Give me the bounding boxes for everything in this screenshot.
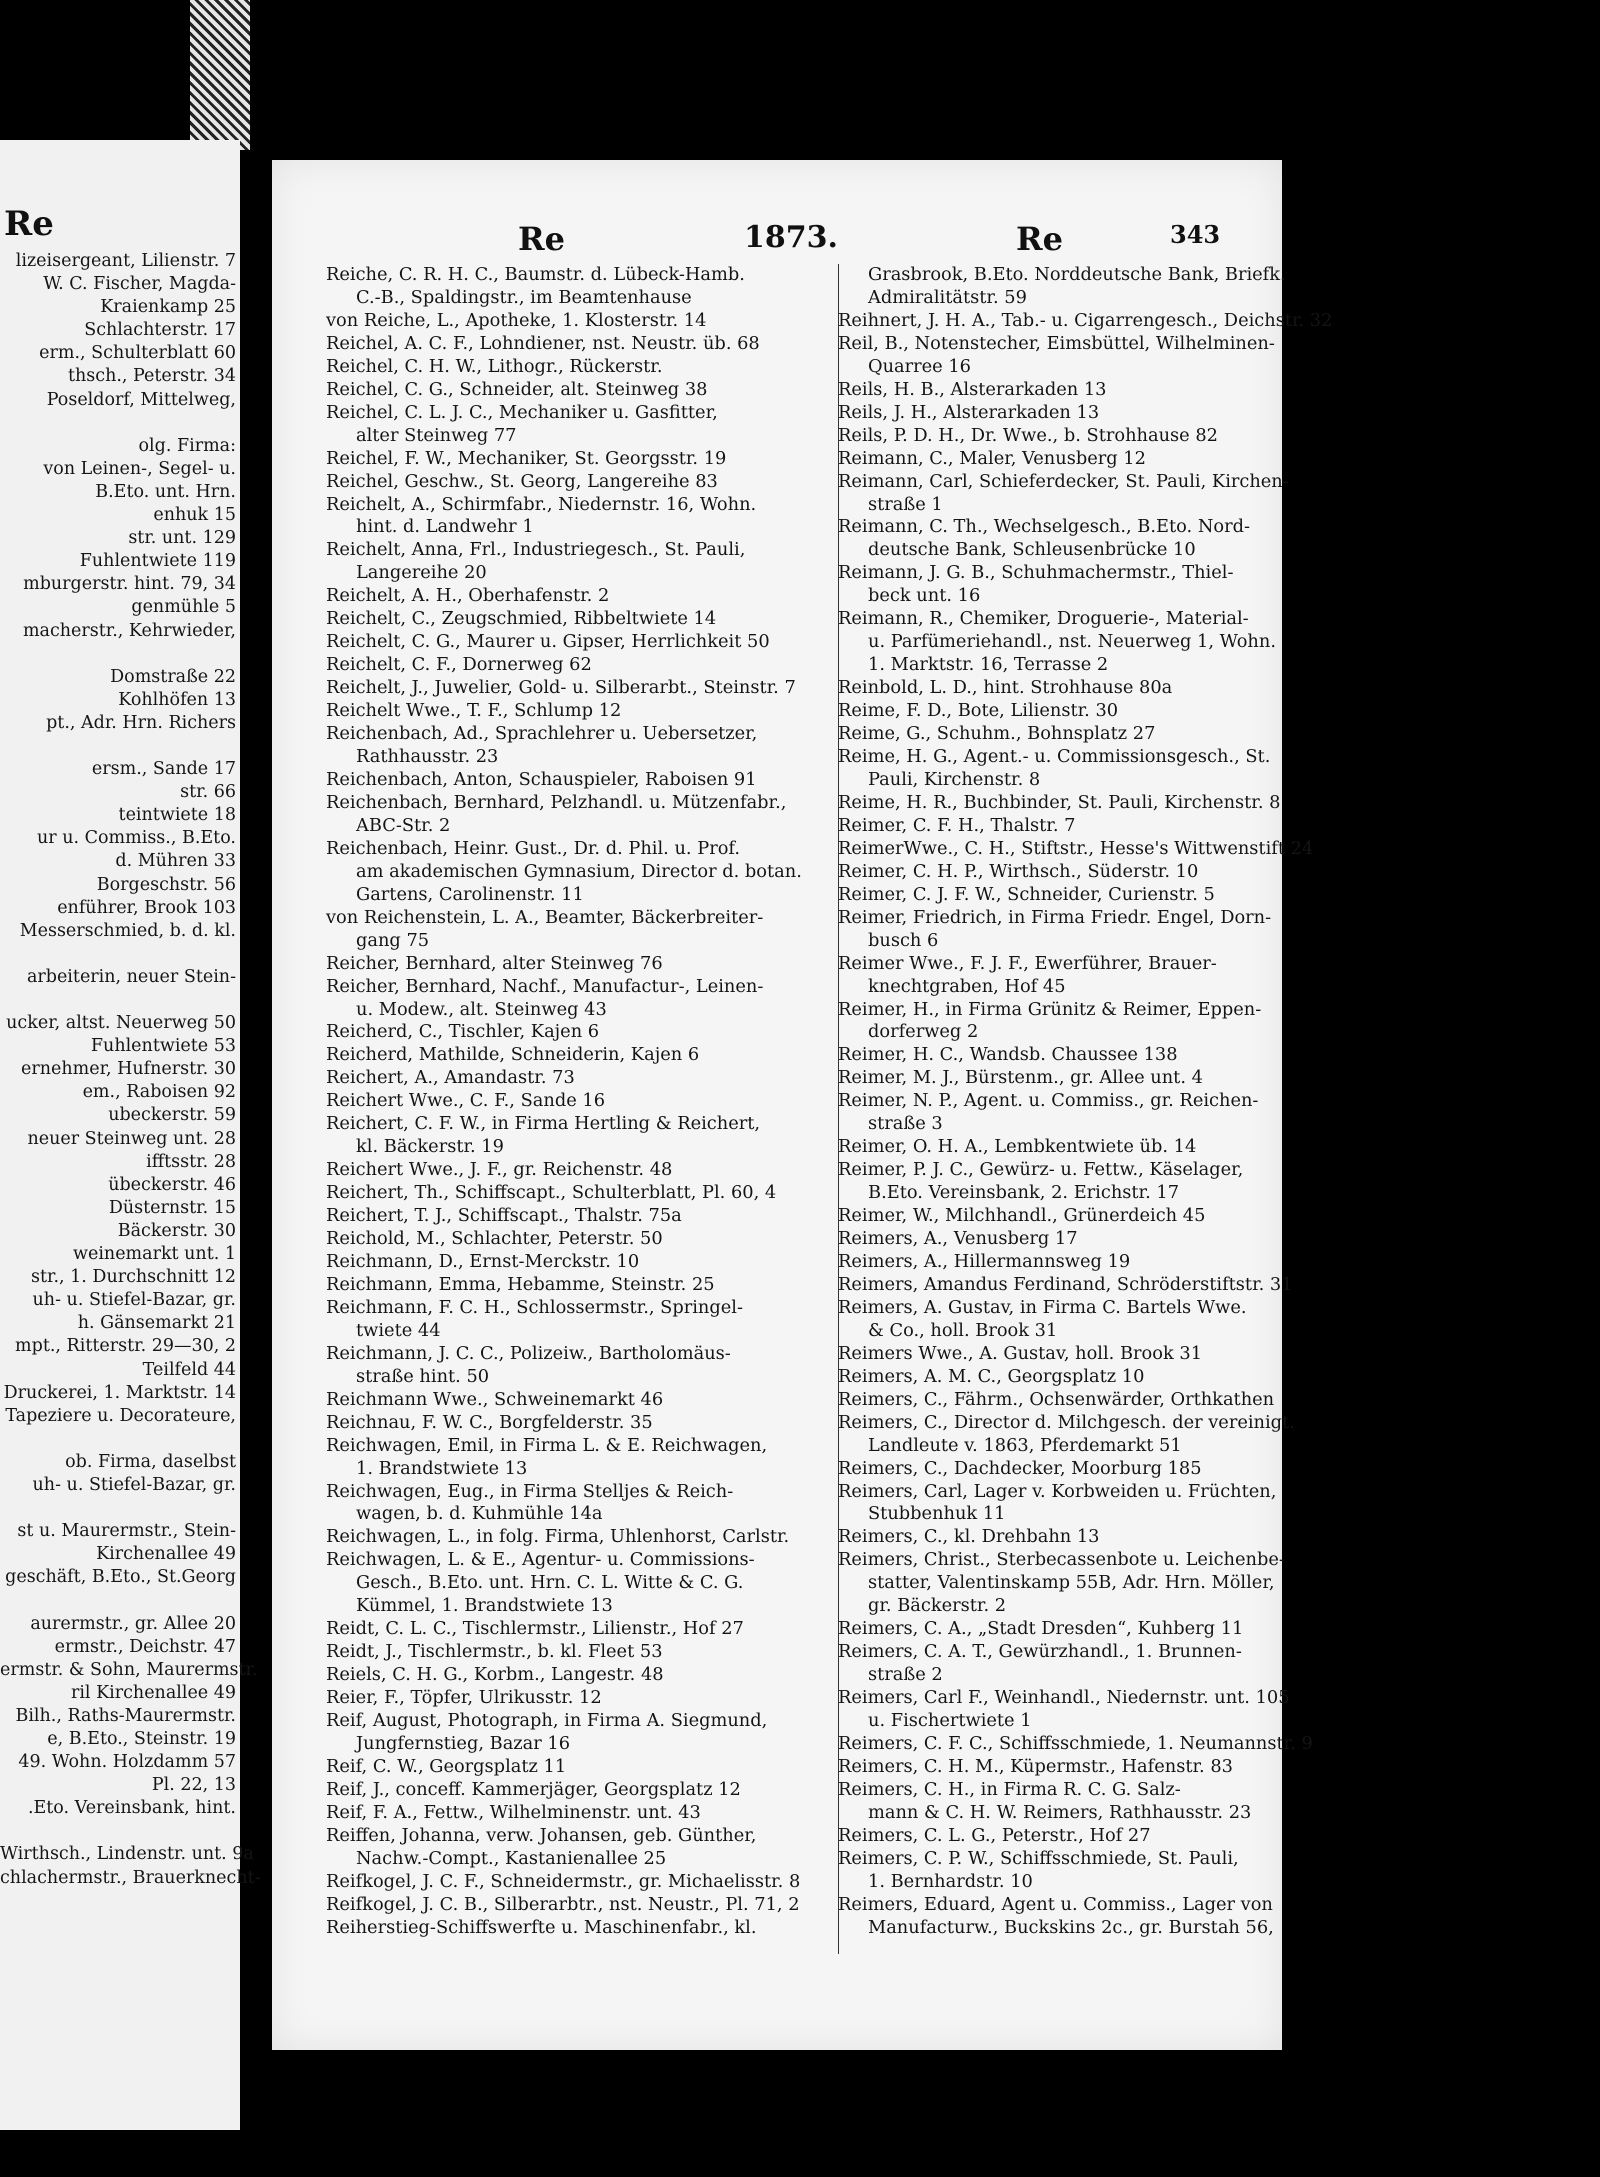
directory-entry-line: Reimann, J. G. B., Schuhmachermstr., Thiel- — [838, 562, 1234, 584]
directory-entry-line: alter Steinweg 77 — [356, 424, 517, 446]
header-right-head: Re — [1016, 220, 1063, 258]
directory-entry-line: weinemarkt unt. 1 — [73, 1244, 236, 1265]
directory-entry-line: ermstr., Deichstr. 47 — [54, 1636, 236, 1657]
directory-entry-line — [0, 1428, 236, 1451]
directory-entry-line: u. Modew., alt. Steinweg 43 — [356, 998, 607, 1020]
directory-entry-line: Reimer, M. J., Bürstenm., gr. Allee unt. 4 — [838, 1067, 1203, 1089]
directory-entry-line: mpt., Ritterstr. 29—30, 2 — [15, 1336, 236, 1357]
directory-entry-line: genmühle 5 — [131, 597, 236, 618]
directory-entry-line: uh- u. Stiefel-Bazar, gr. — [32, 1474, 236, 1495]
directory-entry-line: 49. Wohn. Holzdamm 57 — [18, 1752, 236, 1773]
directory-entry-line: 1. Brandstwiete 13 — [356, 1457, 528, 1479]
directory-entry-line: kl. Bäckerstr. 19 — [356, 1136, 504, 1158]
directory-entry-line: B.Eto. Vereinsbank, 2. Erichstr. 17 — [868, 1182, 1180, 1204]
book-spine — [190, 0, 250, 150]
directory-entry-line: Reichert, T. J., Schiffscapt., Thalstr. 75a — [326, 1205, 682, 1227]
directory-entry-line: geschäft, B.Eto., St.Georg — [5, 1567, 236, 1588]
directory-entry-line: pt., Adr. Hrn. Richers — [46, 712, 236, 733]
directory-entry-line — [0, 1497, 236, 1520]
directory-entry-line: Fuhlentwiete 53 — [90, 1036, 236, 1057]
directory-entry-line: thsch., Peterstr. 34 — [68, 366, 236, 387]
directory-entry-line: Reinbold, L. D., hint. Strohhause 80a — [838, 677, 1173, 699]
directory-entry-line: ABC-Str. 2 — [356, 814, 451, 836]
directory-entry-line: d. Mühren 33 — [115, 851, 236, 872]
directory-entry-line: straße 2 — [868, 1664, 943, 1686]
directory-entry-line: Reiffen, Johanna, verw. Johansen, geb. Günther, — [326, 1824, 757, 1846]
directory-entry-line: Reichert, C. F. W., in Firma Hertling & Reichert, — [326, 1113, 761, 1135]
directory-entry-line: Reichmann, F. C. H., Schlossermstr., Springel- — [326, 1296, 743, 1318]
directory-entry-line: Bilh., Raths-Maurermstr. — [15, 1705, 236, 1726]
directory-entry-line: Reimers, C. H., in Firma R. C. G. Salz- — [838, 1778, 1181, 1800]
directory-entry-line: Reichenbach, Bernhard, Pelzhandl. u. Mützenfabr., — [326, 791, 787, 813]
directory-entry-line: Reime, G., Schuhm., Bohnsplatz 27 — [838, 723, 1156, 745]
directory-entry-line: Reichelt Wwe., T. F., Schlump 12 — [326, 700, 622, 722]
directory-entry-line — [0, 989, 236, 1012]
directory-entry-line: busch 6 — [868, 929, 939, 951]
directory-entry-line: st u. Maurermstr., Stein- — [17, 1521, 236, 1542]
directory-entry-line: Reichwagen, L. & E., Agentur- u. Commissions- — [326, 1549, 755, 1571]
directory-entry-line: Reimers, C. L. G., Peterstr., Hof 27 — [838, 1824, 1151, 1846]
directory-entry-line: Reichel, C. G., Schneider, alt. Steinweg 38 — [326, 378, 708, 400]
directory-entry-line: Reidt, C. L. C., Tischlermstr., Lilienstr., Hof 27 — [326, 1618, 744, 1640]
directory-entry-line: Rathhausstr. 23 — [356, 746, 499, 768]
directory-entry-line: Reichert, A., Amandastr. 73 — [326, 1067, 575, 1089]
directory-entry-line: gang 75 — [356, 929, 430, 951]
directory-entry-line: Reimers, Amandus Ferdinand, Schröderstiftstr. 31 — [838, 1273, 1293, 1295]
directory-entry-line: Reimers, Christ., Sterbecassenbote u. Leichenbe- — [838, 1549, 1285, 1571]
directory-entry-line: straße 1 — [868, 493, 943, 515]
directory-entry-line: Domstraße 22 — [110, 666, 236, 687]
directory-entry-line: knechtgraben, Hof 45 — [868, 975, 1066, 997]
directory-entry-line: ReimerWwe., C. H., Stiftstr., Hesse's Wittwenstift 24 — [838, 837, 1314, 859]
directory-entry-line: Reimers Wwe., A. Gustav, holl. Brook 31 — [838, 1342, 1203, 1364]
directory-entry-line: neuer Steinweg unt. 28 — [27, 1128, 236, 1149]
directory-entry-line: Reichelt, C., Zeugschmied, Ribbeltwiete 14 — [326, 608, 717, 630]
directory-entry-line: Kohlhöfen 13 — [118, 689, 236, 710]
directory-entry-line: Reimers, C. A., „Stadt Dresden“, Kuhberg 11 — [838, 1618, 1244, 1640]
directory-entry-line: Reimers, C. F. C., Schiffsschmiede, 1. Neumannstr. 9 — [838, 1733, 1313, 1754]
directory-entry-line: Reichelt, J., Juwelier, Gold- u. Silberarbt., Steinstr. 7 — [326, 677, 796, 699]
directory-entry-line: Reimers, A., Venusberg 17 — [838, 1228, 1078, 1250]
directory-entry-line — [0, 1820, 236, 1843]
directory-entry-line: Reichenbach, Anton, Schauspieler, Raboisen 91 — [326, 768, 757, 790]
directory-entry-line: Reichel, A. C. F., Lohndiener, nst. Neustr. üb. 68 — [326, 332, 760, 354]
directory-entry-line: 1. Bernhardstr. 10 — [868, 1870, 1033, 1892]
directory-entry-line: erm., Schulterblatt 60 — [39, 343, 236, 364]
directory-entry-line: twiete 44 — [356, 1319, 441, 1341]
directory-entry-line: Reichel, Geschw., St. Georg, Langereihe 83 — [326, 470, 718, 492]
left-page-running-head: Re — [4, 204, 54, 244]
directory-entry-line: Reimer, Friedrich, in Firma Friedr. Engel, Dorn- — [838, 906, 1272, 928]
directory-entry-line: B.Eto. unt. Hrn. — [95, 481, 236, 502]
directory-entry-line: Teilfeld 44 — [142, 1359, 236, 1380]
directory-entry-line: Reimer, C. J. F. W., Schneider, Curienstr. 5 — [838, 883, 1215, 905]
directory-entry-line: Reichelt, A. H., Oberhafenstr. 2 — [326, 585, 610, 607]
directory-entry-line: ifftsstr. 28 — [146, 1151, 236, 1172]
directory-entry-line: Reichert Wwe., C. F., Sande 16 — [326, 1090, 606, 1112]
directory-entry-line: Landleute v. 1863, Pferdemarkt 51 — [868, 1434, 1182, 1456]
directory-entry-line: übeckerstr. 46 — [108, 1174, 236, 1195]
right-page — [272, 160, 1333, 2050]
directory-entry-line: Reichenbach, Ad., Sprachlehrer u. Uebersetzer, — [326, 723, 758, 745]
directory-entry-line: em., Raboisen 92 — [82, 1082, 236, 1103]
directory-entry-line: Quarree 16 — [868, 355, 971, 377]
directory-entry-line: statter, Valentinskamp 55B, Adr. Hrn. Möller, — [868, 1572, 1275, 1594]
directory-entry-line: Gesch., B.Eto. unt. Hrn. C. L. Witte & C. G. — [356, 1572, 744, 1594]
directory-entry-line: Bäckerstr. 30 — [117, 1220, 236, 1241]
page-number: 343 — [1170, 220, 1221, 249]
directory-entry-line: Reimers, C., kl. Drehbahn 13 — [838, 1526, 1100, 1548]
directory-entry-line: Schlachterstr. 17 — [84, 320, 236, 341]
directory-entry-line: .Eto. Vereinsbank, hint. — [27, 1798, 236, 1819]
directory-entry-line: deutsche Bank, Schleusenbrücke 10 — [868, 539, 1196, 561]
directory-entry-line: C.-B., Spaldingstr., im Beamtenhause — [356, 286, 692, 308]
directory-entry-line: Reil, B., Notenstecher, Eimsbüttel, Wilhelminen- — [838, 332, 1275, 354]
directory-entry-line: ersm., Sande 17 — [91, 759, 236, 780]
directory-entry-line: Reichnau, F. W. C., Borgfelderstr. 35 — [326, 1411, 653, 1433]
directory-entry-line: aurermstr., gr. Allee 20 — [30, 1613, 236, 1634]
directory-entry-line: Reier, F., Töpfer, Ulrikusstr. 12 — [326, 1687, 602, 1709]
directory-entry-line: Reimer, N. P., Agent. u. Commiss., gr. Reichen- — [838, 1090, 1259, 1112]
header-year: 1873. — [744, 220, 838, 255]
directory-entry-line: Reimann, C. Th., Wechselgesch., B.Eto. Nord- — [838, 516, 1250, 538]
directory-entry-line: Reimers, C., Dachdecker, Moorburg 185 — [838, 1457, 1202, 1479]
directory-entry-line: Reichel, C. H. W., Lithogr., Rückerstr. — [326, 355, 663, 377]
directory-entry-line: Reichelt, Anna, Frl., Industriegesch., St. Pauli, — [326, 539, 746, 561]
directory-entry-line: Reimers, Carl, Lager v. Korbweiden u. Früchten, — [838, 1480, 1277, 1502]
directory-entry-line: Langereihe 20 — [356, 562, 487, 584]
directory-entry-line: Reime, H. G., Agent.- u. Commissionsgesch., St. — [838, 746, 1271, 768]
directory-entry-line: Fuhlentwiete 119 — [79, 551, 236, 572]
directory-entry-line: Reimer, C. H. P., Wirthsch., Süderstr. 10 — [838, 860, 1199, 882]
directory-entry-line: dorferweg 2 — [868, 1021, 979, 1043]
directory-entry-line: Reimer Wwe., F. J. F., Ewerführer, Brauer- — [838, 952, 1217, 974]
directory-entry-line: Stubbenhuk 11 — [868, 1503, 1006, 1525]
directory-entry-line: Nachw.-Compt., Kastanienallee 25 — [356, 1847, 667, 1869]
directory-entry-line: Reichmann, Emma, Hebamme, Steinstr. 25 — [326, 1273, 715, 1295]
directory-entry-line: Reif, J., conceff. Kammerjäger, Georgsplatz 12 — [326, 1778, 741, 1800]
directory-entry-line: Reiels, C. H. G., Korbm., Langestr. 48 — [326, 1664, 664, 1686]
directory-entry-line: Reichmann, D., Ernst-Merckstr. 10 — [326, 1250, 640, 1272]
directory-entry-line — [0, 643, 236, 666]
directory-entry-line: u. Parfümeriehandl., nst. Neuerweg 1, Wohn. — [868, 631, 1276, 653]
directory-entry-line: Reimer, H. C., Wandsb. Chaussee 138 — [838, 1044, 1178, 1066]
directory-entry-line: Reimer, O. H. A., Lembkentwiete üb. 14 — [838, 1136, 1197, 1158]
directory-entry-line: Reihnert, J. H. A., Tab.- u. Cigarrengesch., Deichstr. 32 — [838, 309, 1333, 331]
directory-entry-line: Kirchenallee 49 — [96, 1544, 236, 1565]
directory-entry-line: Reimann, Carl, Schieferdecker, St. Pauli, Kirchen- — [838, 470, 1289, 492]
directory-entry-line: Reimann, R., Chemiker, Droguerie-, Material- — [838, 608, 1249, 630]
directory-entry-line: Reichelt, A., Schirmfabr., Niedernstr. 16, Wohn. — [326, 493, 757, 515]
directory-entry-line: ob. Firma, daselbst — [65, 1451, 236, 1472]
directory-entry-line: Borgeschstr. 56 — [96, 874, 236, 895]
directory-entry-line: Reichmann Wwe., Schweinemarkt 46 — [326, 1388, 664, 1410]
directory-entry-line: ur u. Commiss., B.Eto. — [37, 828, 236, 849]
directory-entry-line: Reiche, C. R. H. C., Baumstr. d. Lübeck-Hamb. — [326, 264, 745, 285]
header-left-head: Re — [518, 220, 565, 258]
directory-entry-line: Manufacturw., Buckskins 2c., gr. Burstah 56, — [868, 1916, 1274, 1938]
directory-entry-line: mann & C. H. W. Reimers, Rathhausstr. 23 — [868, 1801, 1252, 1823]
directory-entry-line: Reicherd, Mathilde, Schneiderin, Kajen 6 — [326, 1044, 700, 1066]
directory-entry-line: Kümmel, 1. Brandstwiete 13 — [356, 1595, 613, 1617]
directory-entry-line: Reimers, Carl F., Weinhandl., Niedernstr. unt. 105 — [838, 1687, 1290, 1709]
directory-entry-line: Reichelt, C. G., Maurer u. Gipser, Herrlichkeit 50 — [326, 631, 770, 653]
directory-entry-line: ermstr. & Sohn, Maurermstr. — [0, 1659, 258, 1680]
directory-entry-line: Reimers, C., Fährm., Ochsenwärder, Orthkathen — [838, 1388, 1275, 1410]
directory-entry-line: Reicher, Bernhard, alter Steinweg 76 — [326, 952, 663, 974]
directory-entry-line: arbeiterin, neuer Stein- — [26, 966, 236, 987]
directory-entry-line: u. Fischertwiete 1 — [868, 1710, 1032, 1732]
directory-entry-line: Reimers, C. A. T., Gewürzhandl., 1. Brunnen- — [838, 1641, 1242, 1663]
directory-entry-line: wagen, b. d. Kuhmühle 14a — [356, 1503, 603, 1525]
directory-entry-line: Reidt, J., Tischlermstr., b. kl. Fleet 53 — [326, 1641, 663, 1663]
directory-entry-line: Kraienkamp 25 — [100, 297, 236, 318]
directory-entry-line: Reicher, Bernhard, Nachf., Manufactur-, Leinen- — [326, 975, 764, 997]
directory-entry-line: Reifkogel, J. C. B., Silberarbtr., nst. Neustr., Pl. 71, 2 — [326, 1893, 800, 1915]
directory-entry-line: Reimers, A. Gustav, in Firma C. Bartels Wwe. — [838, 1296, 1247, 1318]
directory-entry-line: von Leinen-, Segel- u. — [43, 458, 236, 479]
directory-entry-line: h. Gänsemarkt 21 — [77, 1313, 236, 1334]
directory-entry-line — [0, 412, 236, 435]
directory-entry-line: straße 3 — [868, 1113, 943, 1135]
directory-entry-line: Jungfernstieg, Bazar 16 — [356, 1733, 571, 1754]
directory-entry-line: Reichert Wwe., J. F., gr. Reichenstr. 48 — [326, 1159, 673, 1181]
directory-entry-line: macherstr., Kehrwieder, — [22, 620, 236, 641]
directory-entry-line: Reichel, F. W., Mechaniker, St. Georgsstr. 19 — [326, 447, 727, 469]
directory-entry-line: Reils, P. D. H., Dr. Wwe., b. Strohhause 82 — [838, 424, 1218, 446]
directory-entry-line: Admiralitätstr. 59 — [868, 286, 1027, 308]
directory-entry-line: Reimann, C., Maler, Venusberg 12 — [838, 447, 1146, 469]
directory-entry-line: gr. Bäckerstr. 2 — [868, 1595, 1007, 1617]
directory-entry-line: am akademischen Gymnasium, Director d. botan. — [356, 860, 802, 882]
directory-entry-line: & Co., holl. Brook 31 — [868, 1319, 1058, 1341]
directory-entry-line: Düsternstr. 15 — [108, 1197, 236, 1218]
running-header — [272, 220, 1282, 266]
directory-entry-line: Reicherd, C., Tischler, Kajen 6 — [326, 1021, 600, 1043]
directory-entry-line: beck unt. 16 — [868, 585, 981, 607]
directory-entry-line: Reichold, M., Schlachter, Peterstr. 50 — [326, 1228, 663, 1250]
directory-entry-line: Reimers, A. M. C., Georgsplatz 10 — [838, 1365, 1145, 1387]
directory-entry-line: Pl. 22, 13 — [151, 1775, 236, 1796]
left-page-column — [0, 250, 261, 1890]
directory-entry-line — [0, 735, 236, 758]
directory-entry-line: Reichwagen, L., in folg. Firma, Uhlenhorst, Carlstr. — [326, 1526, 790, 1548]
directory-entry-line: Reils, H. B., Alsterarkaden 13 — [838, 378, 1107, 400]
directory-entry-line: Reime, H. R., Buchbinder, St. Pauli, Kirchenstr. 8 — [838, 791, 1281, 813]
directory-entry-line: ubeckerstr. 59 — [108, 1105, 236, 1126]
directory-entry-line: straße hint. 50 — [356, 1365, 490, 1387]
directory-entry-line: Reif, August, Photograph, in Firma A. Siegmund, — [326, 1710, 768, 1732]
directory-entry-line: W. C. Fischer, Magda- — [43, 274, 236, 295]
directory-column-left — [326, 264, 834, 1940]
directory-entry-line: Reimer, P. J. C., Gewürz- u. Fettw., Käselager, — [838, 1159, 1244, 1181]
directory-entry-line: chlachermstr., Brauerknecht- — [0, 1867, 261, 1888]
left-page — [0, 140, 261, 2130]
directory-entry-line: Reifkogel, J. C. F., Schneidermstr., gr. Michaelisstr. 8 — [326, 1870, 801, 1892]
directory-entry-line: ril Kirchenallee 49 — [70, 1682, 236, 1703]
directory-entry-line: Pauli, Kirchenstr. 8 — [868, 768, 1041, 790]
directory-entry-line: ernehmer, Hufnerstr. 30 — [21, 1059, 236, 1080]
directory-entry-line: lizeisergeant, Lilienstr. 7 — [15, 251, 236, 271]
directory-entry-line: Reils, J. H., Alsterarkaden 13 — [838, 401, 1100, 423]
directory-entry-line: Reichert, Th., Schiffscapt., Schulterblatt, Pl. 60, 4 — [326, 1182, 777, 1204]
directory-entry-line: von Reichenstein, L. A., Beamter, Bäckerbreiter- — [326, 906, 764, 928]
directory-entry-line: Reiherstieg-Schiffswerfte u. Maschinenfabr., kl. — [326, 1916, 757, 1938]
directory-entry-line: str. 66 — [180, 782, 236, 803]
directory-entry-line: Reimers, Eduard, Agent u. Commiss., Lager von — [838, 1893, 1273, 1915]
directory-entry-line: uh- u. Stiefel-Bazar, gr. — [32, 1290, 236, 1311]
directory-entry-line: Reif, F. A., Fettw., Wilhelminenstr. unt. 43 — [326, 1801, 701, 1823]
directory-entry-line: von Reiche, L., Apotheke, 1. Klosterstr. 14 — [326, 309, 707, 331]
directory-entry-line: Reime, F. D., Bote, Lilienstr. 30 — [838, 700, 1119, 722]
directory-entry-line: str., 1. Durchschnitt 12 — [31, 1267, 236, 1288]
directory-entry-line: Messerschmied, b. d. kl. — [19, 920, 236, 941]
directory-entry-line: ucker, altst. Neuerweg 50 — [6, 1013, 236, 1034]
directory-entry-line: e, B.Eto., Steinstr. 19 — [47, 1729, 236, 1749]
directory-entry-line: Grasbrook, B.Eto. Norddeutsche Bank, Briefk. — [868, 264, 1286, 285]
directory-entry-line — [0, 943, 236, 966]
directory-entry-line: Reichwagen, Eug., in Firma Stelljes & Reich- — [326, 1480, 734, 1502]
directory-entry-line: hint. d. Landwehr 1 — [356, 516, 534, 538]
directory-entry-line: Wirthsch., Lindenstr. unt. 9a — [0, 1844, 254, 1865]
directory-column-right — [782, 264, 1333, 1940]
directory-entry-line: Reichenbach, Heinr. Gust., Dr. d. Phil. u. Prof. — [326, 837, 740, 859]
directory-entry-line: Reif, C. W., Georgsplatz 11 — [326, 1755, 567, 1777]
directory-entry-line: Reimer, W., Milchhandl., Grünerdeich 45 — [838, 1205, 1206, 1227]
directory-entry-line: str. unt. 129 — [128, 528, 236, 549]
directory-entry-line: enhuk 15 — [153, 505, 236, 526]
directory-entry-line: Reichel, C. L. J. C., Mechaniker u. Gasfitter, — [326, 401, 718, 423]
directory-entry-line: Reimers, C., Director d. Milchgesch. der vereinigt. — [838, 1411, 1295, 1433]
directory-entry-line: Reimers, A., Hillermannsweg 19 — [838, 1250, 1131, 1272]
directory-entry-line: Reimer, H., in Firma Grünitz & Reimer, Eppen- — [838, 998, 1262, 1020]
directory-entry-line: Reimer, C. F. H., Thalstr. 7 — [838, 814, 1076, 836]
directory-entry-line: Poseldorf, Mittelweg, — [46, 389, 236, 410]
directory-entry-line: enführer, Brook 103 — [57, 897, 236, 918]
directory-entry-line: Reichelt, C. F., Dornerweg 62 — [326, 654, 592, 676]
directory-entry-line: Druckerei, 1. Marktstr. 14 — [3, 1382, 236, 1403]
directory-entry-line: mburgerstr. hint. 79, 34 — [23, 574, 236, 595]
directory-entry-line: Reichwagen, Emil, in Firma L. & E. Reichwagen, — [326, 1434, 768, 1456]
directory-entry-line: teintwiete 18 — [118, 805, 236, 826]
directory-entry-line: Reimers, C. H. M., Küpermstr., Hafenstr. 83 — [838, 1755, 1233, 1777]
directory-entry-line: Gartens, Carolinenstr. 11 — [356, 883, 584, 905]
directory-entry-line: Reimers, C. P. W., Schiffsschmiede, St. Pauli, — [838, 1847, 1239, 1869]
directory-entry-line: 1. Marktstr. 16, Terrasse 2 — [868, 654, 1109, 676]
directory-entry-line: Tapeziere u. Decorateure, — [5, 1405, 236, 1426]
directory-entry-line: Reichmann, J. C. C., Polizeiw., Bartholomäus- — [326, 1342, 731, 1364]
directory-entry-line — [0, 1589, 236, 1612]
directory-entry-line: olg. Firma: — [138, 435, 236, 456]
